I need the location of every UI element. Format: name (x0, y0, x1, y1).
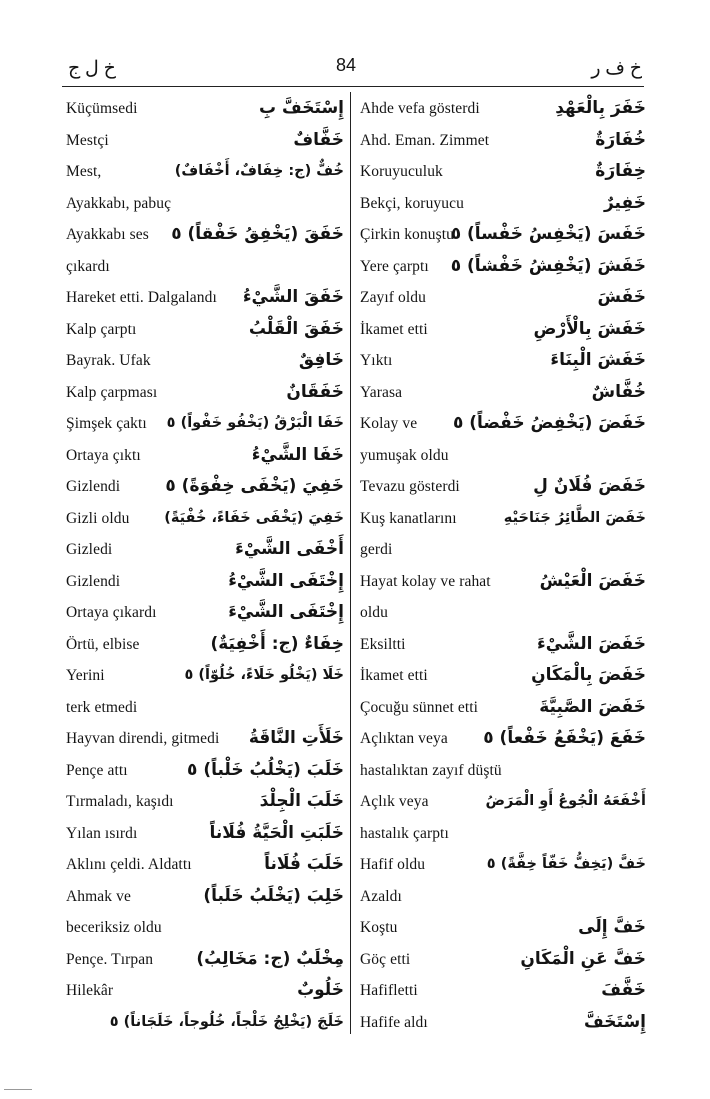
turkish-meaning: Hafife aldı (360, 1013, 428, 1031)
dictionary-entry (66, 125, 344, 157)
dictionary-entry (360, 818, 646, 850)
turkish-meaning: Kalp çarpması (66, 383, 158, 401)
turkish-meaning: hastalık çarptı (360, 824, 449, 842)
dictionary-entry (66, 1007, 344, 1039)
turkish-meaning: gerdi (360, 541, 393, 558)
turkish-meaning: Şimşek çaktı (66, 415, 147, 432)
turkish-meaning: Çirkin konuştu (360, 226, 454, 243)
dictionary-entry (360, 408, 646, 440)
turkish-meaning: Hafifletti (360, 982, 418, 999)
dictionary-entry (66, 282, 344, 314)
arabic-headword: خَفَّفَ (601, 980, 646, 1000)
arabic-headword: خَافِقٌ (298, 350, 344, 370)
dictionary-entry (66, 219, 344, 251)
header-rule (62, 86, 644, 87)
turkish-meaning: Açlık veya (360, 793, 429, 810)
turkish-meaning: Yere çarptı (360, 257, 429, 275)
turkish-meaning: oldu (360, 604, 388, 621)
arabic-headword: خَلَا (يَخْلُو خَلَاءً، خُلُوّاً) ٥ (184, 667, 344, 683)
dictionary-entry (360, 629, 646, 661)
turkish-meaning: Aklını çeldi. Aldattı (66, 856, 192, 873)
arabic-headword: خَفَسَ (يَخْفِسُ خَفْساً) ٥ (450, 224, 646, 244)
dictionary-entry (66, 881, 344, 913)
turkish-meaning: Açlıktan veya (360, 730, 448, 747)
turkish-meaning: Ayakkabı, pabuç (66, 194, 172, 212)
header-right-letters: خ ف ر (591, 58, 642, 79)
dictionary-entry (360, 786, 646, 818)
dictionary-entry (360, 377, 646, 409)
turkish-meaning: Hayat kolay ve rahat (360, 572, 491, 590)
dictionary-entry (360, 503, 646, 535)
dictionary-entry (66, 534, 344, 566)
turkish-meaning: Yılan ısırdı (66, 824, 138, 842)
arabic-headword: خَفَّ عَنِ الْمَكَانِ (520, 948, 646, 969)
footer-mark (4, 1089, 32, 1090)
dictionary-entry (360, 345, 646, 377)
dictionary-entry (360, 881, 646, 913)
dictionary-entry (66, 156, 344, 188)
turkish-meaning: Pençe. Tırpan (66, 950, 154, 968)
arabic-headword: خَفَضَ الطَّائِرُ جَنَاحَيْهِ (503, 509, 646, 526)
dictionary-entry (66, 345, 344, 377)
dictionary-entry (360, 93, 646, 125)
turkish-meaning: Tevazu gösterdi (360, 478, 460, 495)
dictionary-entry (360, 251, 646, 283)
turkish-meaning: Çocuğu sünnet etti (360, 698, 479, 716)
dictionary-entry (360, 912, 646, 944)
turkish-meaning: Koruyuculuk (360, 163, 443, 180)
turkish-meaning: Hayvan direndi, gitmedi (66, 730, 220, 747)
turkish-meaning: Koştu (360, 919, 398, 936)
dictionary-entry (66, 975, 344, 1007)
arabic-headword: خَلَبَ فُلَاناً (264, 854, 344, 874)
turkish-meaning: Örtü, elbise (66, 635, 140, 653)
turkish-meaning: Ortaya çıkardı (66, 604, 157, 621)
dictionary-entry (360, 723, 646, 755)
right-column (360, 93, 646, 1038)
turkish-meaning: Gizlendi (66, 478, 121, 495)
dictionary-entry (360, 314, 646, 346)
turkish-meaning: Zayıf oldu (360, 289, 426, 306)
arabic-headword: خَفَقَ الشَّيْءُ (242, 287, 344, 307)
arabic-headword: خَلُوبٌ (297, 980, 344, 1000)
arabic-headword: مِخْلَبٌ (ج: مَخَالِبُ) (196, 948, 344, 969)
arabic-headword: خَفَشَ (597, 287, 646, 307)
dictionary-entry (360, 755, 646, 787)
dictionary-entry (66, 629, 344, 661)
dictionary-entry (360, 660, 646, 692)
dictionary-entry (66, 408, 344, 440)
arabic-headword: خَلَبَ (يَخْلُبُ خَلْباً) ٥ (187, 759, 344, 780)
dictionary-entry (66, 818, 344, 850)
dictionary-entry (360, 188, 646, 220)
arabic-headword: إِسْتَخَفَّ بِ (259, 98, 344, 118)
page-header (62, 55, 642, 87)
turkish-meaning: Tırmaladı, kaşıdı (66, 793, 174, 810)
column-divider (350, 92, 351, 1034)
dictionary-entry (66, 849, 344, 881)
turkish-meaning: Göç etti (360, 950, 411, 968)
arabic-headword: خَفَضَ (يَخْفِضُ خَفْضاً) ٥ (452, 413, 646, 433)
dictionary-entry (360, 566, 646, 598)
dictionary-entry (66, 471, 344, 503)
turkish-meaning: Ayakkabı ses (66, 226, 149, 243)
dictionary-entry (66, 755, 344, 787)
arabic-headword: إِخْتَفَى الشَّيْءَ (228, 602, 344, 622)
turkish-meaning: Yerini (66, 667, 105, 684)
turkish-meaning: Gizledi (66, 541, 113, 558)
arabic-headword: خَفَضَ بِالْمَكَانِ (531, 665, 646, 685)
dictionary-entry (66, 314, 344, 346)
page-number: 84 (336, 55, 357, 75)
arabic-headword: خَلَبَ الْجِلْدَ (259, 791, 344, 811)
dictionary-entry (360, 1007, 646, 1039)
arabic-headword: خَفَقَانٌ (286, 381, 344, 402)
arabic-headword: خَفَضَ الْعَيْشُ (539, 570, 646, 591)
arabic-headword: إِخْتَفَى الشَّيْءُ (228, 570, 344, 591)
arabic-headword: خِفَارَةٌ (595, 161, 646, 181)
turkish-meaning: Yıktı (360, 352, 393, 369)
arabic-headword: خَفَعَ (يَخْفَعُ خَفْعاً) ٥ (483, 728, 646, 748)
arabic-headword: خَفَشَ (يَخْفِشُ خَفْشاً) ٥ (450, 255, 646, 276)
turkish-meaning: Ortaya çıktı (66, 446, 141, 464)
dictionary-entry (360, 692, 646, 724)
dictionary-entry (66, 251, 344, 283)
arabic-headword: خُفَّاشٌ (591, 381, 646, 402)
dictionary-entry (360, 156, 646, 188)
arabic-headword: خَفَّ (يَخِفُّ خَفّاً خِفَّةً) ٥ (486, 856, 646, 872)
arabic-headword: خَفِيرٌ (603, 192, 646, 213)
arabic-headword: إِسْتَخَفَّ (584, 1011, 646, 1032)
arabic-headword: خَلَأَتِ النَّاقَةُ (248, 728, 344, 748)
dictionary-entry (66, 723, 344, 755)
header-left-letters: خ ل ج (68, 58, 116, 79)
arabic-headword: خَفَرَ بِالْعَهْدِ (555, 98, 646, 118)
turkish-meaning: yumuşak oldu (360, 446, 449, 464)
dictionary-entry (66, 944, 344, 976)
turkish-meaning: Ahd. Eman. Zimmet (360, 131, 490, 149)
arabic-headword: خَلِبَ (يَخْلَبُ خَلَباً) (203, 885, 344, 906)
arabic-headword: خَفَضَ الصَّبِيَّةَ (539, 696, 646, 717)
turkish-meaning: Gizlendi (66, 572, 121, 590)
turkish-meaning: Gizli oldu (66, 509, 130, 527)
dictionary-entry (66, 503, 344, 535)
turkish-meaning: beceriksiz oldu (66, 919, 162, 936)
turkish-meaning: İkamet etti (360, 320, 428, 338)
dictionary-entry (360, 219, 646, 251)
arabic-headword: أَخْفَى الشَّيْءَ (235, 539, 344, 559)
turkish-meaning: Hareket etti. Dalgalandı (66, 289, 217, 306)
turkish-meaning: çıkardı (66, 257, 110, 275)
dictionary-entry (66, 377, 344, 409)
arabic-headword: خَفَقَ (يَخْفِقُ خَفْقاً) ٥ (171, 224, 344, 244)
turkish-meaning: Mestçi (66, 131, 109, 149)
arabic-headword: خَفَقَ الْقَلْبُ (248, 318, 344, 339)
arabic-headword: خَفَا الشَّيْءُ (251, 444, 344, 465)
turkish-meaning: terk etmedi (66, 698, 138, 716)
arabic-headword: خَفَشَ بِالْأَرْضِ (533, 318, 646, 339)
dictionary-entry (66, 660, 344, 692)
turkish-meaning: hastalıktan zayıf düştü (360, 761, 502, 779)
dictionary-entry (360, 534, 646, 566)
dictionary-entry (360, 944, 646, 976)
turkish-meaning: Kuş kanatlarını (360, 509, 457, 527)
dictionary-entry (66, 566, 344, 598)
dictionary-entry (360, 849, 646, 881)
turkish-meaning: Ahmak ve (66, 887, 131, 905)
dictionary-entry (360, 125, 646, 157)
dictionary-entry (66, 912, 344, 944)
turkish-meaning: Bekçi, koruyucu (360, 194, 464, 212)
dictionary-entry (360, 440, 646, 472)
dictionary-entry (360, 597, 646, 629)
dictionary-entry (66, 692, 344, 724)
turkish-meaning: Hafif oldu (360, 856, 426, 873)
arabic-headword: خَفَضَ فُلَانٌ لِ (533, 476, 646, 496)
dictionary-entry (66, 93, 344, 125)
arabic-headword: خَفِيَ (يَخْفَى خِفْوَةً) ٥ (165, 476, 344, 496)
arabic-headword: خَلَبَتِ الْحَيَّةُ فُلَاناً (209, 822, 344, 843)
arabic-headword: خَفَّ إِلَى (578, 917, 646, 937)
turkish-meaning: Kalp çarptı (66, 320, 137, 338)
turkish-meaning: Küçümsedi (66, 100, 138, 117)
arabic-headword: خُفٌّ (ج: خِفَافٌ، أَخْفَافٌ) (174, 163, 344, 179)
turkish-meaning: Mest, (66, 163, 102, 180)
arabic-headword: خَفَضَ الشَّيْءَ (537, 633, 646, 654)
turkish-meaning: Bayrak. Ufak (66, 352, 151, 369)
dictionary-entry (360, 975, 646, 1007)
turkish-meaning: Hilekâr (66, 982, 114, 999)
arabic-headword: خَفَّافٌ (293, 129, 344, 150)
dictionary-entry (66, 188, 344, 220)
arabic-headword: أَخْفَعَهُ الْجُوعُ أَوِ الْمَرَضُ (485, 793, 646, 809)
arabic-headword: خِفَاءٌ (ج: أَخْفِيَةٌ) (210, 633, 344, 654)
dictionary-entry (66, 597, 344, 629)
dictionary-entry (360, 471, 646, 503)
dictionary-entry (360, 282, 646, 314)
turkish-meaning: Yarasa (360, 383, 403, 401)
turkish-meaning: Ahde vefa gösterdi (360, 100, 480, 117)
arabic-headword: خَفَا الْبَرْقُ (يَخْفُو خَفْواً) ٥ (166, 415, 344, 431)
turkish-meaning: İkamet etti (360, 667, 428, 684)
arabic-headword: خَلَجَ (يَخْلِجُ خَلْجاً، خُلُوجاً، خَلَجَاناً) ٥ (109, 1013, 344, 1030)
left-column (66, 93, 344, 1038)
dictionary-entry (66, 786, 344, 818)
arabic-headword: خَفَشَ الْبِنَاءَ (550, 350, 646, 370)
turkish-meaning: Azaldı (360, 887, 402, 905)
turkish-meaning: Eksiltti (360, 635, 406, 653)
turkish-meaning: Pençe attı (66, 761, 128, 779)
dictionary-entry (66, 440, 344, 472)
arabic-headword: خَفِيَ (يَخْفَى خَفَاءً، خُفْيَةً) (164, 509, 344, 526)
arabic-headword: خُفَارَةٌ (595, 129, 646, 150)
turkish-meaning: Kolay ve (360, 415, 418, 432)
